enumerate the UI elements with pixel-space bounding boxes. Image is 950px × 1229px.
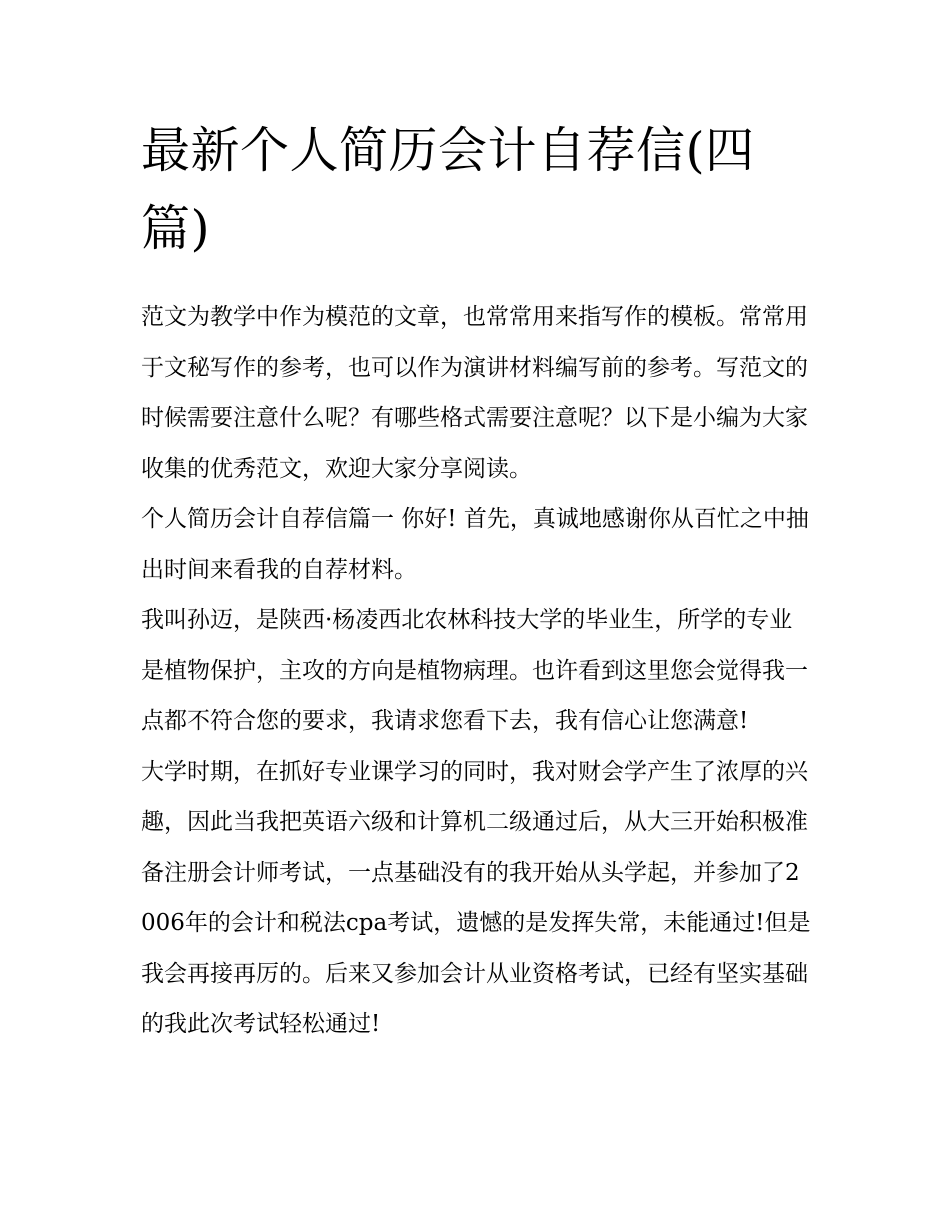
document-body	[141, 292, 813, 1050]
paragraph-greeting: 个人简历会计自荐信篇一 你好! 首先，真诚地感谢你从百忙之中抽出时间来看我的自荐材料。	[141, 506, 809, 583]
document-content	[141, 112, 813, 1050]
document-title: 最新个人简历会计自荐信(四篇)	[141, 122, 755, 257]
paragraph-university-experience: 大学时期，在抓好专业课学习的同时，我对财会学产生了浓厚的兴趣，因此当我把英语六级和计算机二级通过后，从大三开始积极准备注册会计师考试，一点基础没有的我开始从头学起，并参加了2006年的会计和税法cpa考试，遗憾的是发挥失常，未能通过!但是我会再接再厉的。后来又参加会计从业资格考试，已经有坚实基础的我此次考试轻松通过!	[141, 758, 811, 1037]
paragraph-self-introduction: 我叫孙迈，是陕西·杨凌西北农林科技大学的毕业生，所学的专业是植物保护，主攻的方向是植物病理。也许看到这里您会觉得我一点都不符合您的要求，我请求您看下去，我有信心让您满意!	[141, 607, 808, 734]
paragraph-intro: 范文为教学中作为模范的文章，也常常用来指写作的模板。常常用于文秘写作的参考，也可以作为演讲材料编写前的参考。写范文的时候需要注意什么呢？有哪些格式需要注意呢？以下是小编为大家收集的优秀范文，欢迎大家分享阅读。	[141, 304, 808, 482]
